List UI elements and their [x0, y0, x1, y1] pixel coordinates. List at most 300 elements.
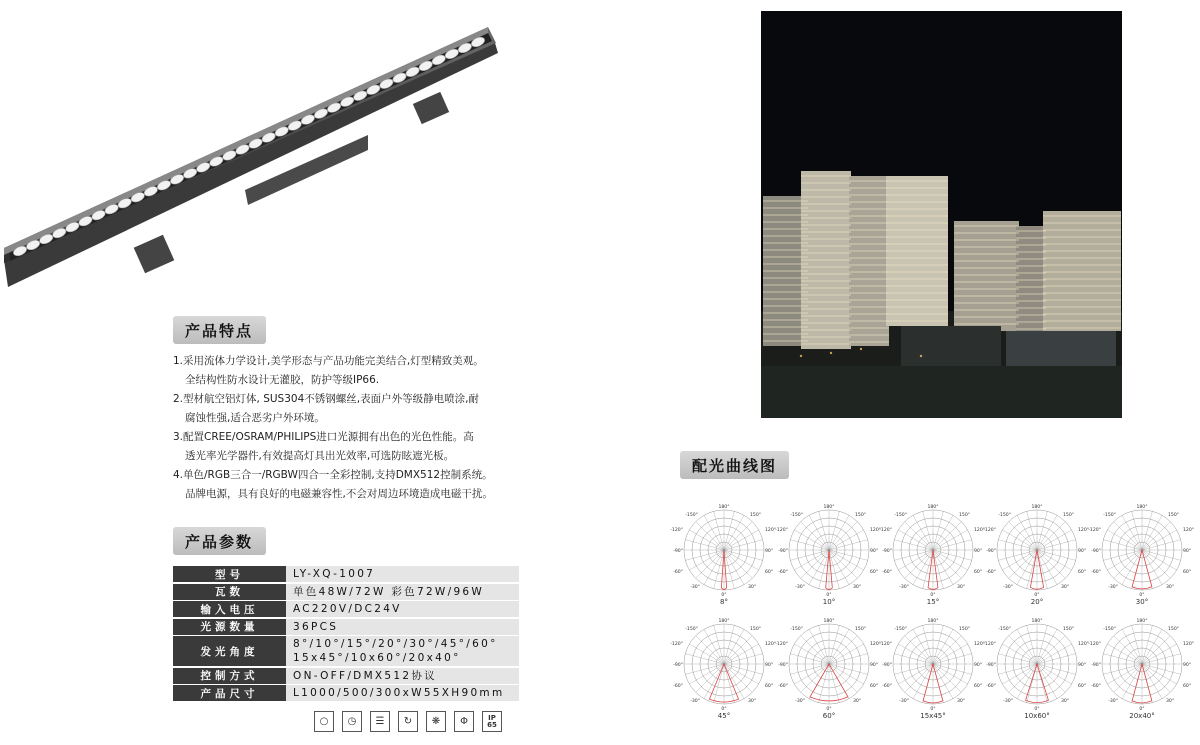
- polar-spoke: [998, 540, 1037, 550]
- polar-angle-label: 0°: [930, 707, 936, 712]
- polar-angle-label: -60°: [882, 570, 892, 575]
- polar-angle-label: -120°: [983, 528, 996, 533]
- polar-spoke: [794, 664, 829, 684]
- spec-row: [173, 636, 519, 666]
- polar-angle-label: 60°: [765, 570, 774, 575]
- polar-angle-label: 120°: [974, 642, 986, 647]
- polar-spoke: [998, 654, 1037, 664]
- polar-spoke: [724, 530, 759, 550]
- polar-spoke: [1142, 522, 1170, 550]
- polar-angle-label: -120°: [670, 642, 683, 647]
- clock-icon: ◷: [342, 711, 362, 732]
- polar-spoke: [790, 664, 829, 674]
- polar-spoke: [714, 664, 724, 703]
- polar-angle-label: 180°: [718, 619, 730, 624]
- polar-spoke: [905, 522, 933, 550]
- polar-angle-label: 90°: [765, 663, 774, 668]
- polar-angle-label: -90°: [986, 663, 996, 668]
- feature-line: 透光率光学器件,有效提高灯具出光效率,可选防眩遮光板。: [185, 450, 455, 462]
- polar-spoke: [685, 540, 724, 550]
- polar-angle-label: 120°: [1078, 528, 1090, 533]
- polar-angle-label: 0°: [1034, 707, 1040, 712]
- params-heading: 产品参数: [173, 527, 266, 555]
- polar-angle-label: 30°: [748, 585, 757, 590]
- spec-value: 36PCS: [286, 619, 519, 635]
- spec-value-line: 15x45°/10x60°/20x40°: [293, 652, 461, 664]
- polar-angle-label: 0°: [1139, 707, 1145, 712]
- beam-angle-caption: 15°: [926, 598, 940, 606]
- polar-angle-label: -120°: [1088, 528, 1101, 533]
- beam-angle-caption: 15x45°: [920, 712, 946, 720]
- polar-spoke: [829, 625, 839, 664]
- polar-spoke: [923, 625, 933, 664]
- polar-spoke: [1107, 644, 1142, 664]
- polar-angle-label: -120°: [670, 528, 683, 533]
- polar-spoke: [1002, 530, 1037, 550]
- polar-spoke: [724, 664, 759, 684]
- polar-angle-label: -150°: [1103, 627, 1116, 632]
- polar-angle-label: -120°: [775, 642, 788, 647]
- polar-spoke: [1103, 664, 1142, 674]
- polar-spoke: [1142, 664, 1170, 692]
- night-building-photo: [761, 11, 1122, 418]
- polar-spoke: [1037, 550, 1076, 560]
- polar-spoke: [1037, 664, 1076, 674]
- polar-angle-label: -30°: [690, 585, 700, 590]
- polar-spoke: [1009, 522, 1037, 550]
- feature-line: 1.采用流体力学设计,美学形态与产品功能完美结合,灯型精致美观。: [173, 355, 484, 367]
- polar-spoke: [1107, 664, 1142, 684]
- beam-angle-caption: 20x40°: [1129, 712, 1155, 720]
- polar-angle-label: 120°: [765, 528, 777, 533]
- polar-spoke: [794, 530, 829, 550]
- polar-spoke: [829, 550, 868, 560]
- polar-spoke: [1142, 629, 1162, 664]
- polar-angle-label: 60°: [1183, 684, 1192, 689]
- polar-spoke: [933, 550, 968, 570]
- polar-spoke: [1142, 664, 1181, 674]
- ip-rating-icon: [482, 711, 502, 732]
- polar-angle-label: 30°: [748, 699, 757, 704]
- polar-spoke: [829, 664, 839, 703]
- polar-spoke: [1142, 515, 1162, 550]
- polar-angle-label: -30°: [1108, 585, 1118, 590]
- polar-angle-label: -150°: [685, 627, 698, 632]
- polar-spoke: [898, 550, 933, 570]
- fan-icon: ❋: [426, 711, 446, 732]
- beam-angle-caption: 60°: [822, 712, 836, 720]
- features-heading: 产品特点: [173, 316, 266, 344]
- polar-spoke: [998, 550, 1037, 560]
- polar-angle-label: 150°: [1168, 627, 1180, 632]
- beam-angle-caption: 30°: [1135, 598, 1149, 606]
- polar-spoke: [1122, 664, 1142, 699]
- polar-angle-label: 60°: [870, 684, 879, 689]
- polar-angle-label: -30°: [690, 699, 700, 704]
- polar-spoke: [829, 550, 849, 585]
- polar-chart: [881, 614, 985, 726]
- beam-angle-caption: 20°: [1030, 598, 1044, 606]
- polar-spoke: [1103, 654, 1142, 664]
- polar-spoke: [829, 664, 864, 684]
- polar-spoke: [685, 550, 724, 560]
- polar-spoke: [913, 629, 933, 664]
- polar-spoke: [1142, 644, 1177, 664]
- polar-angle-label: -60°: [1091, 570, 1101, 575]
- polar-angle-label: 150°: [959, 627, 971, 632]
- polar-angle-label: 120°: [974, 528, 986, 533]
- polar-spoke: [685, 654, 724, 664]
- polar-angle-label: -60°: [778, 570, 788, 575]
- polar-spoke: [1122, 515, 1142, 550]
- polar-spoke: [1114, 522, 1142, 550]
- polar-spoke: [696, 550, 724, 578]
- polar-spoke: [933, 654, 972, 664]
- product-image-wall-washer: [0, 15, 500, 300]
- polar-spoke: [714, 625, 724, 664]
- polar-angle-label: 90°: [765, 549, 774, 554]
- feature-line: 全结构性防水设计无灌胶，防护等级IP66.: [185, 374, 380, 386]
- polar-angle-label: -150°: [790, 627, 803, 632]
- polar-spoke: [829, 550, 857, 578]
- polar-spoke: [689, 644, 724, 664]
- polar-chart: [1090, 500, 1194, 612]
- polar-spoke: [933, 625, 943, 664]
- polar-spoke: [1017, 664, 1037, 699]
- polar-angle-label: 30°: [853, 699, 862, 704]
- polar-angle-label: 90°: [974, 549, 983, 554]
- voltage-icon: Φ: [454, 711, 474, 732]
- polar-spoke: [1037, 522, 1065, 550]
- polar-spoke: [933, 664, 961, 692]
- beam-angle-caption: 45°: [717, 712, 731, 720]
- polar-spoke: [1017, 515, 1037, 550]
- spec-label: 输入电压: [173, 601, 286, 617]
- polar-angle-label: -90°: [778, 549, 788, 554]
- polar-angle-label: -150°: [685, 513, 698, 518]
- polar-spoke: [1002, 644, 1037, 664]
- spec-row: [173, 619, 519, 635]
- spec-row: [173, 668, 519, 684]
- polar-spoke: [704, 664, 724, 699]
- ip-rating-top: IP: [488, 713, 496, 722]
- bulb-icon: ○: [314, 711, 334, 732]
- polar-angle-label: 90°: [1078, 549, 1087, 554]
- polar-angle-label: 30°: [1166, 699, 1175, 704]
- polar-spoke: [1142, 636, 1170, 664]
- polar-angle-label: 60°: [765, 684, 774, 689]
- polar-spoke: [696, 664, 724, 692]
- heat-sink-icon: ☰: [370, 711, 390, 732]
- spec-label: 型号: [173, 566, 286, 582]
- polar-angle-label: -60°: [882, 684, 892, 689]
- spec-row: [173, 601, 519, 617]
- polar-angle-label: 0°: [930, 593, 936, 598]
- polar-angle-label: 60°: [1078, 570, 1087, 575]
- polar-angle-label: 120°: [1078, 642, 1090, 647]
- polar-spoke: [829, 530, 864, 550]
- polar-spoke: [1103, 550, 1142, 560]
- polar-spoke: [1107, 530, 1142, 550]
- polar-chart: [985, 500, 1089, 612]
- polar-spoke: [1037, 515, 1057, 550]
- polar-spoke: [1142, 550, 1181, 560]
- polar-angle-label: -150°: [998, 627, 1011, 632]
- polar-spoke: [724, 636, 752, 664]
- polar-spoke: [724, 522, 752, 550]
- polar-spoke: [819, 664, 829, 703]
- polar-spoke: [724, 515, 744, 550]
- polar-spoke: [689, 530, 724, 550]
- polar-spoke: [1037, 625, 1047, 664]
- polar-angle-label: 150°: [1063, 513, 1075, 518]
- polar-spoke: [933, 515, 953, 550]
- light-curve-heading: 配光曲线图: [680, 451, 789, 479]
- polar-angle-label: 150°: [750, 627, 762, 632]
- polar-angle-label: 0°: [1034, 593, 1040, 598]
- polar-angle-label: -90°: [673, 549, 683, 554]
- spec-label: 产品尺寸: [173, 685, 286, 701]
- polar-spoke: [829, 644, 864, 664]
- polar-spoke: [1107, 550, 1142, 570]
- polar-angle-label: 180°: [927, 619, 939, 624]
- polar-angle-label: 90°: [1183, 549, 1192, 554]
- polar-spoke: [1037, 530, 1072, 550]
- polar-angle-label: 120°: [1183, 642, 1195, 647]
- polar-spoke: [1114, 550, 1142, 578]
- polar-angle-label: -90°: [882, 549, 892, 554]
- polar-spoke: [1114, 636, 1142, 664]
- polar-spoke: [1142, 540, 1181, 550]
- polar-angle-label: 180°: [718, 505, 730, 510]
- polar-spoke: [923, 550, 933, 589]
- rotate-icon: ↻: [398, 711, 418, 732]
- polar-angle-label: -60°: [986, 684, 996, 689]
- polar-angle-label: 150°: [1168, 513, 1180, 518]
- polar-angle-label: 30°: [853, 585, 862, 590]
- polar-angle-label: -60°: [673, 570, 683, 575]
- polar-angle-label: -90°: [1091, 663, 1101, 668]
- spec-table: [173, 566, 519, 703]
- polar-spoke: [809, 629, 829, 664]
- polar-spoke: [1142, 550, 1177, 570]
- polar-spoke: [898, 644, 933, 664]
- polar-spoke: [724, 511, 734, 550]
- feature-item: [173, 352, 533, 390]
- polar-angle-label: -30°: [795, 699, 805, 704]
- polar-spoke: [724, 664, 752, 692]
- polar-angle-label: -150°: [1103, 513, 1116, 518]
- polar-spoke: [829, 540, 868, 550]
- polar-angle-label: 90°: [870, 549, 879, 554]
- polar-angle-label: -30°: [899, 585, 909, 590]
- polar-angle-label: 30°: [1166, 585, 1175, 590]
- polar-angle-label: 120°: [765, 642, 777, 647]
- polar-spoke: [790, 654, 829, 664]
- polar-angle-label: 0°: [826, 707, 832, 712]
- polar-spoke: [829, 550, 864, 570]
- polar-spoke: [933, 511, 943, 550]
- polar-angle-label: -150°: [790, 513, 803, 518]
- polar-spoke: [1142, 530, 1177, 550]
- polar-spoke: [724, 664, 744, 699]
- polar-spoke: [819, 511, 829, 550]
- polar-spoke: [905, 636, 933, 664]
- polar-spoke: [829, 664, 868, 674]
- polar-angle-label: -30°: [899, 699, 909, 704]
- polar-spoke: [724, 550, 744, 585]
- spec-value: [286, 636, 519, 666]
- polar-spoke: [933, 522, 961, 550]
- polar-spoke: [913, 515, 933, 550]
- polar-chart: [777, 500, 881, 612]
- polar-spoke: [829, 515, 849, 550]
- polar-spoke: [1142, 625, 1152, 664]
- polar-angle-label: -150°: [894, 627, 907, 632]
- polar-spoke: [898, 664, 933, 684]
- polar-angle-label: 90°: [974, 663, 983, 668]
- polar-spoke: [801, 636, 829, 664]
- polar-angle-label: -90°: [882, 663, 892, 668]
- polar-spoke: [905, 550, 933, 578]
- polar-spoke: [1142, 550, 1170, 578]
- polar-angle-label: 180°: [1136, 505, 1148, 510]
- polar-angle-label: 120°: [870, 642, 882, 647]
- polar-spoke: [724, 644, 759, 664]
- polar-angle-label: -90°: [1091, 549, 1101, 554]
- polar-spoke: [933, 550, 943, 589]
- polar-spoke: [1132, 511, 1142, 550]
- polar-spoke: [1037, 550, 1047, 589]
- polar-spoke: [790, 550, 829, 560]
- polar-angle-label: 180°: [823, 505, 835, 510]
- spec-label: 瓦数: [173, 584, 286, 600]
- polar-chart: [672, 500, 776, 612]
- beam-angle-caption: 10x60°: [1024, 712, 1050, 720]
- polar-angle-label: 30°: [1061, 699, 1070, 704]
- feature-line: 3.配置CREE/OSRAM/PHILIPS进口光源拥有出色的光色性能。高: [173, 431, 474, 443]
- feature-icons-row: [314, 711, 502, 732]
- polar-spoke: [1037, 540, 1076, 550]
- polar-spoke: [905, 664, 933, 692]
- polar-angle-label: 150°: [855, 627, 867, 632]
- polar-angle-label: 150°: [1063, 627, 1075, 632]
- polar-spoke: [794, 644, 829, 664]
- polar-angle-label: -120°: [1088, 642, 1101, 647]
- polar-spoke: [801, 522, 829, 550]
- polar-spoke: [1037, 664, 1057, 699]
- polar-angle-label: 180°: [1136, 619, 1148, 624]
- feature-line: 4.单色/RGB三合一/RGBW四合一全彩控制,支持DMX512控制系统。: [173, 469, 493, 481]
- polar-angle-label: 180°: [823, 619, 835, 624]
- polar-angle-label: -30°: [1108, 699, 1118, 704]
- polar-spoke: [933, 540, 972, 550]
- polar-angle-label: 180°: [927, 505, 939, 510]
- polar-angle-label: 30°: [957, 585, 966, 590]
- polar-angle-label: -90°: [986, 549, 996, 554]
- polar-spoke: [933, 664, 972, 674]
- polar-spoke: [933, 550, 961, 578]
- polar-angle-label: 60°: [870, 570, 879, 575]
- polar-spoke: [696, 636, 724, 664]
- polar-chart: [1090, 614, 1194, 726]
- feature-item: [173, 390, 533, 428]
- polar-angle-label: 60°: [1183, 570, 1192, 575]
- polar-spoke: [1142, 664, 1177, 684]
- polar-spoke: [724, 664, 734, 703]
- polar-angle-label: -90°: [778, 663, 788, 668]
- polar-angle-label: 30°: [957, 699, 966, 704]
- polar-spoke: [809, 515, 829, 550]
- polar-angle-label: 90°: [870, 663, 879, 668]
- polar-angle-label: -60°: [778, 684, 788, 689]
- polar-spoke: [933, 550, 953, 585]
- polar-spoke: [829, 629, 849, 664]
- polar-angle-label: -150°: [894, 513, 907, 518]
- polar-spoke: [933, 530, 968, 550]
- polar-spoke: [1103, 540, 1142, 550]
- features-list: [173, 352, 533, 504]
- spec-value: L1000/500/300xW55XH90mm: [286, 685, 519, 701]
- polar-angle-label: 120°: [870, 528, 882, 533]
- polar-angle-label: 180°: [1031, 619, 1043, 624]
- polar-spoke: [1027, 550, 1037, 589]
- polar-spoke: [894, 540, 933, 550]
- polar-spoke: [689, 664, 724, 684]
- polar-spoke: [1002, 550, 1037, 570]
- polar-spoke: [1142, 511, 1152, 550]
- polar-spoke: [1122, 629, 1142, 664]
- polar-spoke: [1122, 550, 1142, 585]
- polar-spoke: [714, 511, 724, 550]
- polar-angle-label: 90°: [1078, 663, 1087, 668]
- polar-angle-label: 0°: [721, 707, 727, 712]
- beam-angle-caption: 8°: [720, 598, 728, 606]
- polar-spoke: [829, 636, 857, 664]
- spec-label: 控制方式: [173, 668, 286, 684]
- polar-angle-label: -30°: [1003, 699, 1013, 704]
- polar-spoke: [1017, 629, 1037, 664]
- polar-spoke: [724, 540, 763, 550]
- polar-spoke: [696, 522, 724, 550]
- polar-angle-label: 60°: [974, 684, 983, 689]
- polar-spoke: [1009, 636, 1037, 664]
- polar-spoke: [1142, 654, 1181, 664]
- spec-value: LY-XQ-1007: [286, 566, 519, 582]
- polar-spoke: [724, 625, 734, 664]
- polar-spoke: [1037, 636, 1065, 664]
- polar-spoke: [724, 550, 763, 560]
- polar-angle-label: -60°: [673, 684, 683, 689]
- polar-spoke: [704, 629, 724, 664]
- polar-spoke: [829, 654, 868, 664]
- feature-item: [173, 466, 533, 504]
- polar-spoke: [1037, 511, 1047, 550]
- polar-angle-label: 0°: [1139, 593, 1145, 598]
- polar-chart: [985, 614, 1089, 726]
- spec-label: 光源数量: [173, 619, 286, 635]
- polar-angle-label: -120°: [879, 642, 892, 647]
- polar-angle-label: -60°: [1091, 684, 1101, 689]
- spec-value-line: 8°/10°/15°/20°/30°/45°/60°: [293, 638, 498, 650]
- polar-spoke: [894, 654, 933, 664]
- polar-spoke: [1037, 550, 1072, 570]
- polar-spoke: [704, 550, 724, 585]
- polar-spoke: [898, 530, 933, 550]
- spec-value: 单色48W/72W 彩色72W/96W: [286, 584, 519, 600]
- polar-spoke: [724, 550, 752, 578]
- polar-spoke: [933, 550, 972, 560]
